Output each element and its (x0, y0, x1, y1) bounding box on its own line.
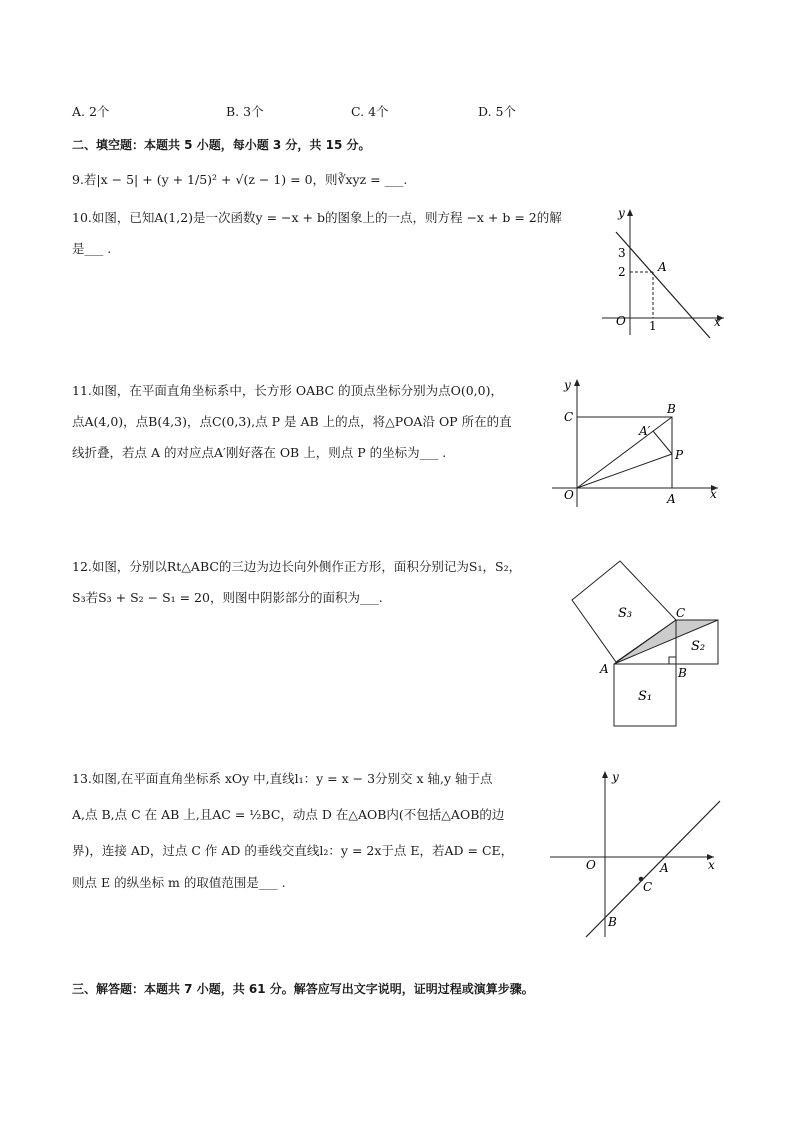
q13-x-label: x (708, 858, 715, 872)
q11-point-b: B (667, 402, 676, 416)
right-angle-icon (669, 657, 676, 664)
q13-figure (548, 765, 730, 943)
q13-point-a: A (660, 861, 669, 875)
q13-y-label: y (612, 770, 619, 784)
y-arrow-icon (602, 771, 608, 778)
q12-label-s1: S₁ (638, 689, 653, 704)
choice-c: C. 4个 (351, 104, 389, 119)
q11-point-a-prime: A′ (639, 424, 651, 438)
y-arrow-icon (627, 209, 633, 216)
q11-line3: 线折叠，若点 A 的对应点A′刚好落在 OB 上，则点 P 的坐标为___ . (72, 445, 447, 460)
q13-line4: 则点 E 的纵坐标 m 的取值范围是___ . (72, 875, 286, 890)
q12-line1: 12.如图，分别以Rt△ABC的三边为边长向外侧作正方形，面积分别记为S₁，S₂， (72, 559, 522, 574)
q11-y-label: y (564, 378, 571, 392)
line-l1 (586, 801, 720, 937)
q13-line1: 13.如图,在平面直角坐标系 xOy 中,直线l₁：y = x − 3分别交 x 轴,y 轴于点 (72, 771, 493, 786)
q12-label-s2: S₂ (691, 639, 706, 654)
choice-d: D. 5个 (478, 104, 516, 119)
q12-point-b: B (678, 666, 687, 680)
segment-op (577, 454, 672, 488)
q10-origin-label: O (616, 314, 626, 328)
q11-origin-label: O (564, 488, 574, 502)
q12-line2: S₃若S₃ + S₂ − S₁ = 20，则图中阴影部分的面积为___. (72, 590, 383, 605)
q13-line2: A,点 B,点 C 在 AB 上,且AC = ½BC，动点 D 在△AOB内(不包括△AOB的边 (72, 807, 505, 822)
q13-origin-label: O (586, 858, 596, 872)
section2-title: 二、填空题：本题共 5 小题，每小题 3 分，共 15 分。 (72, 138, 371, 152)
q13-line3: 界)，连接 AD，过点 C 作 AD 的垂线交直线l₂：y = 2x于点 E，若AD = CE， (72, 843, 514, 858)
q11-line1: 11.如图，在平面直角坐标系中，长方形 OABC 的顶点坐标分别为点O(0,0)， (72, 383, 503, 398)
q10-tick-3: 3 (618, 246, 626, 260)
q11-figure (550, 375, 730, 515)
q10-x-label: x (714, 315, 721, 329)
y-arrow-icon (574, 379, 580, 386)
q12-point-a: A (600, 662, 609, 676)
choice-a: A. 2个 (72, 104, 110, 119)
q13-point-b: B (608, 915, 617, 929)
q9-text: 9.若|x − 5| + (y + 1/5)² + √(z − 1) = 0，则∛xyz = ___. (72, 172, 408, 187)
q11-line2: 点A(4,0)，点B(4,3)，点C(0,3),点 P 是 AB 上的点，将△POA沿 OP 所在的直 (72, 414, 512, 429)
q12-point-c: C (676, 606, 686, 620)
q12-figure (560, 555, 730, 730)
q11-point-p: P (675, 448, 684, 462)
choice-b: B. 3个 (226, 104, 264, 119)
q10-point-a: A (658, 260, 667, 274)
q10-tick-2: 2 (618, 265, 626, 279)
q10-figure (600, 205, 730, 343)
q11-point-a: A (667, 492, 676, 506)
q11-x-label: x (710, 487, 717, 501)
q10-line1: 10.如图，已知A(1,2)是一次函数y = −x + b的图象上的一点，则方程 −x + b = 2的解 (72, 210, 562, 225)
q10-line2: 是___ . (72, 241, 112, 256)
q10-y-label: y (618, 206, 625, 220)
q12-label-s3: S₃ (618, 606, 633, 621)
q11-point-c: C (564, 410, 574, 424)
section3-title: 三、解答题：本题共 7 小题，共 61 分。解答应写出文字说明，证明过程或演算步骤。 (72, 982, 534, 996)
segment-ob (577, 417, 672, 488)
segment-a1p (653, 431, 672, 454)
q10-tick-1: 1 (649, 319, 657, 333)
q13-point-c: C (643, 880, 653, 894)
